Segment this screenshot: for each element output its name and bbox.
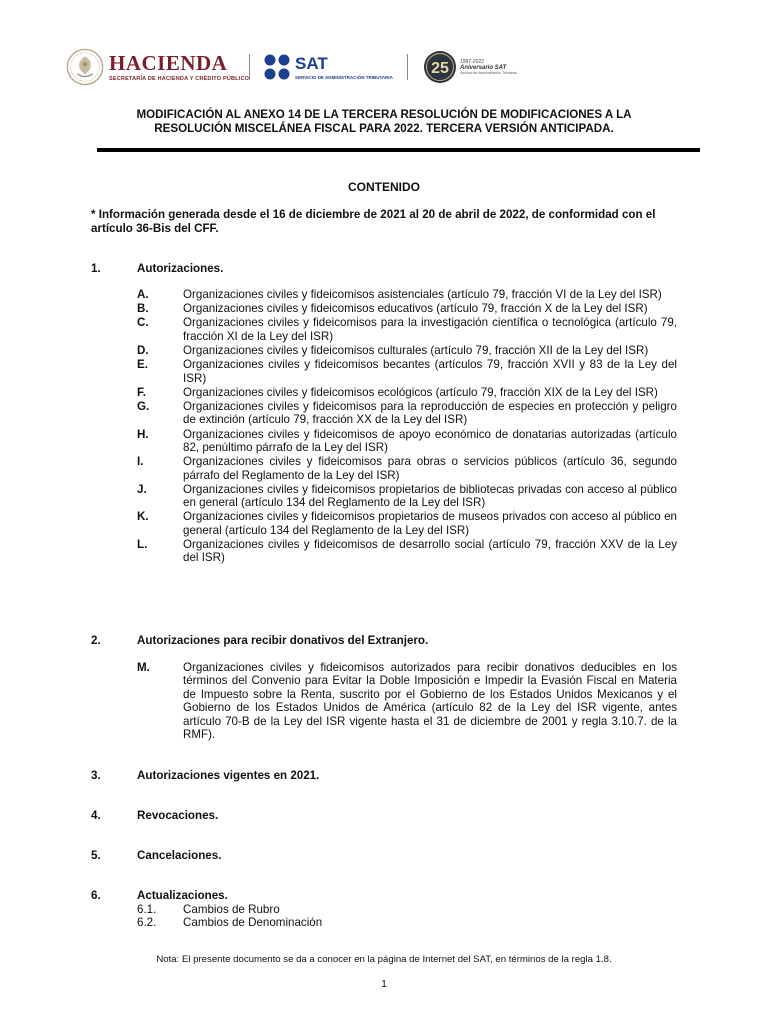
- hacienda-title: HACIENDA: [109, 51, 228, 75]
- section-number: 4.: [91, 809, 101, 822]
- list-item: [137, 455, 677, 482]
- sat-logo: [263, 53, 393, 81]
- item-letter: C.: [137, 316, 149, 330]
- list-item: [137, 483, 677, 510]
- item-text: Organizaciones civiles y fideicomisos ecológicos (artículo 79, fracción XIX de la Ley del ISR): [183, 385, 658, 399]
- document-title-line2: RESOLUCIÓN MISCELÁNEA FISCAL PARA 2022. TERCERA VERSIÓN ANTICIPADA.: [154, 122, 614, 135]
- logo-divider: [249, 54, 250, 80]
- intro-note: * Información generada desde el 16 de diciembre de 2021 al 20 de abril de 2022, de conformidad con el artículo 36-Bis del CFF.: [91, 208, 656, 235]
- anniversary-title: Aniversario SAT: [460, 65, 507, 71]
- item-text: Organizaciones civiles y fideicomisos de desarrollo social (artículo 79, fracción XXV de la Ley del ISR): [183, 538, 677, 565]
- item-letter: E.: [137, 358, 148, 372]
- anniversary-number: 25: [431, 60, 449, 77]
- anniversary-badge-icon: [423, 50, 457, 84]
- section-number: 5.: [91, 849, 101, 862]
- item-letter: M.: [137, 661, 150, 674]
- subitem-number: 6.2.: [137, 916, 157, 929]
- list-item: [137, 316, 677, 343]
- section-label: Autorizaciones.: [137, 262, 224, 275]
- item-text: Organizaciones civiles y fideicomisos autorizados para recibir donativos deducibles en los términos del Convenio para Evitar la Doble Imposición e Impedir la Evasión Fiscal en Materia de Impuesto sobre la Renta, suscrito por el Gobierno de los Estados Unidos Mexicanos y el Gobierno de los Estados Unidos de América (artículo 82 de la Ley del ISR vigente, antes artículo 70-B de la Ley del ISR vigente hasta el 31 de diciembre de 2001 y regla 3.10.7. de la RMF).: [183, 661, 677, 742]
- anniversary-logo: [423, 50, 517, 84]
- item-letter: F.: [137, 385, 147, 399]
- list-item: [137, 510, 677, 537]
- item-text: Organizaciones civiles y fideicomisos para la investigación científica o tecnológica (artículo 79, fracción XI de la Ley del ISR): [183, 316, 677, 343]
- list-item: [137, 358, 677, 385]
- section-label: Autorizaciones para recibir donativos del Extranjero.: [137, 634, 429, 647]
- title-rule: [97, 148, 700, 152]
- sat-title: SAT: [295, 53, 328, 73]
- item-text: Organizaciones civiles y fideicomisos de apoyo económico de donatarias autorizadas (artículo 82, penúltimo párrafo de la Ley del ISR): [183, 427, 677, 455]
- item-letter: B.: [137, 302, 149, 316]
- list-item: [137, 661, 677, 741]
- item-text: Organizaciones civiles y fideicomisos educativos (artículo 79, fracción X de la Ley del ISR): [183, 302, 648, 316]
- section-label: Cancelaciones.: [137, 849, 222, 862]
- item-text: Organizaciones civiles y fideicomisos propietarios de bibliotecas privadas con acceso al público en general (artículo 134 del Reglamento de la Ley del ISR): [183, 482, 677, 510]
- page-header: [0, 0, 768, 100]
- sat-subtitle: SERVICIO DE ADMINISTRACIÓN TRIBUTARIA: [295, 74, 393, 80]
- page-number: 1: [381, 978, 387, 990]
- item-letter: L.: [137, 538, 148, 552]
- document-title: [80, 108, 688, 136]
- list-item: [137, 344, 677, 357]
- anniversary-subtitle: Servicio de Administración Tributaria: [460, 71, 517, 75]
- subitem-label: Cambios de Rubro: [183, 903, 280, 916]
- item-letter: K.: [137, 510, 149, 524]
- item-letter: I.: [137, 455, 144, 469]
- contents-heading: CONTENIDO: [348, 180, 420, 194]
- section-number: 6.: [91, 889, 101, 902]
- section-label: Actualizaciones.: [137, 889, 228, 902]
- item-text: Organizaciones civiles y fideicomisos propietarios de museos privados con acceso al público en general (artículo 134 del Reglamento de la Ley del ISR): [183, 510, 677, 537]
- list-item: [137, 428, 677, 455]
- logo-divider: [407, 54, 408, 80]
- national-seal-icon: [66, 48, 104, 86]
- anniversary-years: 1997-2022: [460, 59, 484, 65]
- subitem-number: 6.1.: [137, 903, 157, 916]
- authorization-list: [137, 288, 677, 566]
- list-item: [137, 288, 677, 301]
- list-item: [137, 386, 677, 399]
- item-text: Organizaciones civiles y fideicomisos culturales (artículo 79, fracción XII de la Ley del ISR): [183, 344, 649, 358]
- footer-note: Nota: El presente documento se da a conocer en la página de Internet del SAT, en términos de la regla 1.8.: [156, 954, 612, 965]
- sat-dots-icon: [263, 53, 291, 81]
- item-letter: A.: [137, 288, 149, 301]
- item-letter: G.: [137, 400, 150, 414]
- document-title-line1: MODIFICACIÓN AL ANEXO 14 DE LA TERCERA RESOLUCIÓN DE MODIFICACIONES A LA: [136, 108, 632, 121]
- list-item: [137, 302, 677, 315]
- subitem-label: Cambios de Denominación: [183, 916, 323, 929]
- section-number: 2.: [91, 634, 101, 647]
- item-text: Organizaciones civiles y fideicomisos para obras o servicios públicos (artículo 36, segundo párrafo del Reglamento de la Ley del ISR): [183, 455, 677, 482]
- hacienda-logo: [66, 48, 249, 86]
- item-letter: J.: [137, 482, 147, 496]
- section-number: 1.: [91, 262, 101, 275]
- item-letter: H.: [137, 427, 149, 441]
- item-text: Organizaciones civiles y fideicomisos para la reproducción de especies en protección y peligro de extinción (artículo 79, fracción XX de la Ley del ISR): [183, 400, 677, 427]
- hacienda-subtitle: SECRETARÍA DE HACIENDA Y CRÉDITO PÚBLICO: [109, 76, 250, 82]
- item-text: Organizaciones civiles y fideicomisos becantes (artículos 79, fracción XVII y 83 de la Ley del ISR): [183, 358, 677, 385]
- section-number: 3.: [91, 769, 101, 782]
- list-item: [137, 538, 677, 565]
- section-label: Autorizaciones vigentes en 2021.: [137, 769, 320, 782]
- item-text: Organizaciones civiles y fideicomisos asistenciales (artículo 79, fracción VI de la Ley del ISR): [183, 288, 662, 301]
- section-label: Revocaciones.: [137, 809, 219, 822]
- item-letter: D.: [137, 344, 149, 358]
- list-item: [137, 400, 677, 427]
